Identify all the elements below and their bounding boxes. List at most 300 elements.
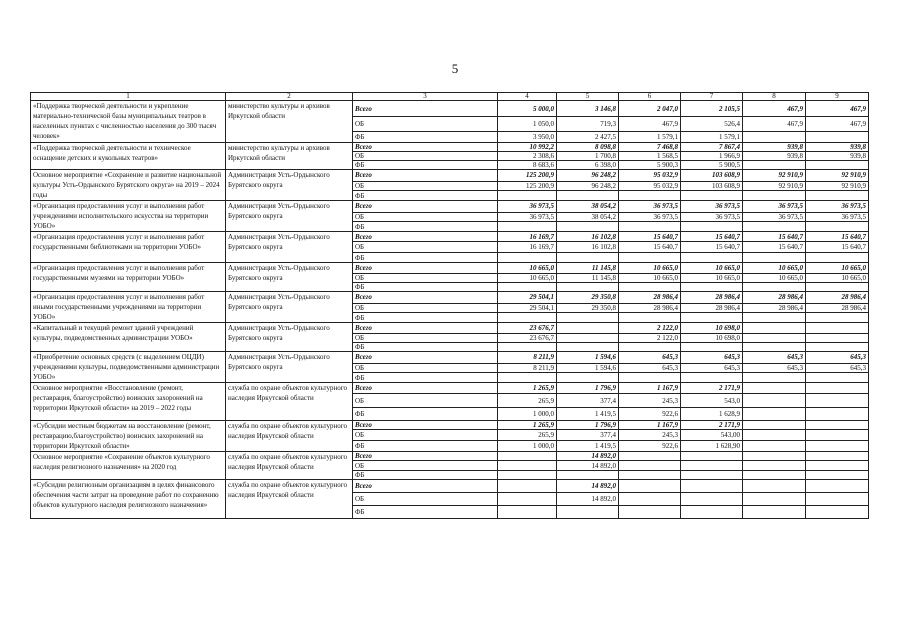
amount-cell: 92 910,9 [806, 170, 869, 182]
amount-cell: 95 032,9 [619, 170, 681, 182]
amount-cell [743, 253, 806, 263]
amount-cell: 526,4 [681, 117, 743, 132]
amount-cell: 2 171,9 [681, 383, 743, 394]
amount-cell [806, 222, 869, 232]
amount-cell: 96 248,2 [557, 170, 619, 182]
amount-cell [806, 408, 869, 421]
amount-cell [743, 373, 806, 383]
amount-cell: 1 579,1 [681, 132, 743, 143]
amount-cell [557, 313, 619, 323]
amount-cell [557, 506, 619, 519]
measure-name: «Организация предоставления услуг и выполнения работ иными государственными учреждениями на территории УОБО» [31, 292, 226, 323]
amount-cell: 14 892,0 [557, 493, 619, 506]
amount-cell: 2 047,0 [619, 101, 681, 117]
funding-source: ОБ [353, 303, 498, 313]
amount-cell [806, 343, 869, 352]
table-row [31, 232, 869, 242]
amount-cell [619, 222, 681, 232]
amount-cell: 10 665,0 [806, 274, 869, 283]
amount-cell [806, 493, 869, 506]
funding-source: Всего [353, 323, 498, 334]
funding-source: Всего [353, 352, 498, 364]
amount-cell [743, 191, 806, 201]
funding-source: ФБ [353, 506, 498, 519]
amount-cell: 15 640,7 [806, 232, 869, 242]
amount-cell: 36 973,5 [498, 212, 557, 222]
amount-cell [806, 373, 869, 383]
table-row [31, 323, 869, 334]
measure-name: «Субсидии религиозным организациям в целях финансового обеспечения части затрат на проведение работ по сохранению объектов культурного наследия религиозного назначения» [31, 480, 226, 519]
amount-cell: 922,6 [619, 440, 681, 451]
amount-cell [743, 480, 806, 493]
amount-cell [557, 471, 619, 480]
responsible-organization: Администрация Усть-Ордынского Бурятского округа [226, 201, 353, 232]
amount-cell: 11 145,8 [557, 263, 619, 274]
amount-cell [681, 222, 743, 232]
amount-cell: 16 169,7 [498, 242, 557, 253]
amount-cell: 28 986,4 [743, 292, 806, 304]
table-row [31, 201, 869, 213]
amount-cell: 10 698,0 [681, 323, 743, 334]
amount-cell: 15 640,7 [743, 232, 806, 242]
amount-cell: 467,9 [806, 101, 869, 117]
amount-cell [557, 323, 619, 334]
amount-cell: 8 683,6 [498, 161, 557, 170]
amount-cell [743, 323, 806, 334]
budget-table [30, 92, 869, 519]
amount-cell: 38 054,2 [557, 201, 619, 213]
amount-cell: 7 468,8 [619, 143, 681, 152]
column-number: 5 [557, 93, 619, 101]
amount-cell: 15 640,7 [619, 232, 681, 242]
amount-cell: 36 973,5 [498, 201, 557, 213]
funding-source: ОБ [353, 363, 498, 373]
amount-cell: 645,3 [619, 352, 681, 364]
amount-cell: 939,8 [743, 152, 806, 161]
amount-cell: 467,9 [619, 117, 681, 132]
amount-cell [619, 493, 681, 506]
amount-cell: 265,9 [498, 430, 557, 440]
table-row [31, 101, 869, 117]
amount-cell [743, 394, 806, 408]
amount-cell: 377,4 [557, 394, 619, 408]
amount-cell [743, 283, 806, 292]
amount-cell [498, 461, 557, 471]
amount-cell: 265,9 [498, 394, 557, 408]
amount-cell [743, 334, 806, 343]
funding-source: ФБ [353, 471, 498, 480]
amount-cell [806, 334, 869, 343]
amount-cell [681, 506, 743, 519]
amount-cell: 29 504,1 [498, 292, 557, 304]
column-number: 9 [806, 93, 869, 101]
amount-cell: 2 122,0 [619, 323, 681, 334]
amount-cell [619, 480, 681, 493]
funding-source: ОБ [353, 394, 498, 408]
amount-cell [743, 161, 806, 170]
amount-cell: 125 200,9 [498, 170, 557, 182]
amount-cell: 96 248,2 [557, 181, 619, 191]
amount-cell [498, 373, 557, 383]
amount-cell: 645,3 [681, 363, 743, 373]
funding-source: Всего [353, 201, 498, 213]
amount-cell [806, 313, 869, 323]
amount-cell: 645,3 [743, 352, 806, 364]
amount-cell: 1 594,6 [557, 352, 619, 364]
amount-cell: 15 640,7 [743, 242, 806, 253]
amount-cell: 15 640,7 [681, 232, 743, 242]
amount-cell: 467,9 [806, 117, 869, 132]
amount-cell: 1 966,9 [681, 152, 743, 161]
funding-source: ОБ [353, 212, 498, 222]
amount-cell: 29 504,1 [498, 303, 557, 313]
amount-cell: 6 398,0 [557, 161, 619, 170]
amount-cell: 1 628,90 [681, 440, 743, 451]
amount-cell [681, 343, 743, 352]
amount-cell [806, 452, 869, 461]
amount-cell: 5 900,5 [681, 161, 743, 170]
amount-cell [557, 253, 619, 263]
funding-source: ФБ [353, 343, 498, 352]
amount-cell: 38 054,2 [557, 212, 619, 222]
amount-cell: 28 986,4 [806, 303, 869, 313]
responsible-organization: Администрация Усть-Ордынского Бурятского округа [226, 170, 353, 201]
amount-cell: 5 900,3 [619, 161, 681, 170]
measure-name: Основное мероприятие «Восстановление (ремонт, реставрация, благоустройство) воинских захоронений на территории Иркутской области» на 2019 – 2022 годы [31, 383, 226, 421]
amount-cell: 645,3 [681, 352, 743, 364]
funding-source: ФБ [353, 283, 498, 292]
amount-cell: 92 910,9 [743, 170, 806, 182]
table-row [31, 143, 869, 152]
amount-cell [743, 421, 806, 430]
amount-cell [806, 506, 869, 519]
amount-cell [619, 373, 681, 383]
amount-cell: 245,3 [619, 394, 681, 408]
measure-name: «Поддержка творческой деятельности и укрепление материально-технической базы муниципальных театров в населенных пунктах с численностью населения до 300 тысяч человек» [31, 101, 226, 143]
amount-cell [681, 253, 743, 263]
amount-cell: 543,00 [681, 430, 743, 440]
amount-cell: 467,9 [743, 117, 806, 132]
amount-cell [498, 343, 557, 352]
amount-cell [557, 373, 619, 383]
table-row [31, 352, 869, 364]
amount-cell: 10 992,2 [498, 143, 557, 152]
table-row [31, 383, 869, 394]
amount-cell [806, 394, 869, 408]
column-number-row [31, 93, 869, 101]
amount-cell: 36 973,5 [619, 212, 681, 222]
funding-source: Всего [353, 292, 498, 304]
amount-cell [557, 343, 619, 352]
amount-cell [743, 493, 806, 506]
amount-cell [557, 222, 619, 232]
funding-source: ФБ [353, 222, 498, 232]
amount-cell [557, 334, 619, 343]
measure-name: Основное мероприятие «Сохранение и развитие национальной культуры Усть-Ордынского Бурятского округа» на 2019 – 2024 годы [31, 170, 226, 201]
amount-cell [498, 480, 557, 493]
amount-cell: 28 986,4 [681, 292, 743, 304]
amount-cell: 16 102,8 [557, 242, 619, 253]
amount-cell: 10 665,0 [806, 263, 869, 274]
amount-cell: 7 867,4 [681, 143, 743, 152]
amount-cell: 1 000,0 [498, 440, 557, 451]
amount-cell [681, 493, 743, 506]
funding-source: ОБ [353, 493, 498, 506]
table-row [31, 292, 869, 304]
column-number: 6 [619, 93, 681, 101]
amount-cell [743, 430, 806, 440]
amount-cell: 10 665,0 [498, 274, 557, 283]
amount-cell: 10 665,0 [619, 263, 681, 274]
amount-cell [743, 313, 806, 323]
measure-name: «Организация предоставления услуг и выполнения работ государственными библиотеками на территории УОБО» [31, 232, 226, 263]
amount-cell [743, 471, 806, 480]
amount-cell: 23 676,7 [498, 323, 557, 334]
amount-cell [743, 132, 806, 143]
amount-cell [806, 323, 869, 334]
amount-cell: 467,9 [743, 101, 806, 117]
measure-name: «Приобретение основных средств (с выделением ОЦДИ) учреждениями культуры, подведомственными администрации УОБО» [31, 352, 226, 383]
amount-cell: 10 665,0 [681, 274, 743, 283]
amount-cell [619, 253, 681, 263]
measure-name: «Организация предоставления услуг и выполнения работ государственными музеями на территории УОБО» [31, 263, 226, 292]
amount-cell: 2 308,6 [498, 152, 557, 161]
amount-cell: 36 973,5 [681, 212, 743, 222]
amount-cell: 125 200,9 [498, 181, 557, 191]
amount-cell [806, 283, 869, 292]
amount-cell: 1 700,8 [557, 152, 619, 161]
amount-cell: 10 665,0 [619, 274, 681, 283]
amount-cell: 645,3 [806, 352, 869, 364]
amount-cell: 36 973,5 [619, 201, 681, 213]
funding-source: ФБ [353, 253, 498, 263]
amount-cell [806, 191, 869, 201]
amount-cell [806, 430, 869, 440]
amount-cell: 1 579,1 [619, 132, 681, 143]
amount-cell: 36 973,5 [681, 201, 743, 213]
responsible-organization: служба по охране объектов культурного наследия Иркутской области [226, 480, 353, 519]
table-row [31, 480, 869, 493]
funding-source: Всего [353, 452, 498, 461]
amount-cell [743, 506, 806, 519]
amount-cell [498, 253, 557, 263]
amount-cell: 543,0 [681, 394, 743, 408]
amount-cell: 1 265,9 [498, 421, 557, 430]
amount-cell: 5 000,0 [498, 101, 557, 117]
amount-cell: 15 640,7 [681, 242, 743, 253]
responsible-organization: Администрация Усть-Ордынского Бурятского округа [226, 232, 353, 263]
responsible-organization: служба по охране объектов культурного наследия Иркутской области [226, 421, 353, 452]
amount-cell: 36 973,5 [743, 201, 806, 213]
amount-cell: 16 102,8 [557, 232, 619, 242]
responsible-organization: служба по охране объектов культурного наследия Иркутской области [226, 383, 353, 421]
amount-cell: 245,3 [619, 430, 681, 440]
amount-cell [498, 283, 557, 292]
amount-cell [498, 493, 557, 506]
amount-cell: 36 973,5 [743, 212, 806, 222]
amount-cell: 10 665,0 [743, 263, 806, 274]
page-number: 5 [451, 61, 459, 76]
amount-cell: 14 892,0 [557, 452, 619, 461]
amount-cell: 8 211,9 [498, 363, 557, 373]
funding-source: Всего [353, 143, 498, 152]
amount-cell: 2 122,0 [619, 334, 681, 343]
amount-cell: 1 796,9 [557, 383, 619, 394]
table-row [31, 263, 869, 274]
amount-cell [806, 440, 869, 451]
amount-cell [743, 408, 806, 421]
amount-cell [498, 452, 557, 461]
amount-cell [806, 253, 869, 263]
amount-cell [806, 383, 869, 394]
amount-cell: 103 608,9 [681, 181, 743, 191]
amount-cell: 1 628,9 [681, 408, 743, 421]
amount-cell: 939,8 [806, 143, 869, 152]
amount-cell [681, 461, 743, 471]
funding-source: ОБ [353, 430, 498, 440]
amount-cell [498, 191, 557, 201]
amount-cell [743, 383, 806, 394]
amount-cell [681, 480, 743, 493]
table-row [31, 170, 869, 182]
funding-source: ОБ [353, 334, 498, 343]
amount-cell: 92 910,9 [743, 181, 806, 191]
amount-cell [743, 452, 806, 461]
amount-cell [743, 222, 806, 232]
amount-cell [806, 161, 869, 170]
table-row [31, 421, 869, 430]
amount-cell [557, 283, 619, 292]
amount-cell: 10 665,0 [498, 263, 557, 274]
amount-cell [498, 222, 557, 232]
amount-cell: 1 568,5 [619, 152, 681, 161]
amount-cell: 939,8 [743, 143, 806, 152]
amount-cell [619, 471, 681, 480]
funding-source: Всего [353, 232, 498, 242]
funding-source: ОБ [353, 152, 498, 161]
funding-source: ФБ [353, 408, 498, 421]
measure-name: «Организация предоставления услуг и выполнения работ учреждениями исполнительского искусства на территории УОБО» [31, 201, 226, 232]
amount-cell: 28 986,4 [743, 303, 806, 313]
column-number: 8 [743, 93, 806, 101]
amount-cell: 1 594,6 [557, 363, 619, 373]
amount-cell [619, 506, 681, 519]
amount-cell [681, 313, 743, 323]
amount-cell [681, 373, 743, 383]
column-number: 7 [681, 93, 743, 101]
responsible-organization: Администрация Усть-Ордынского Бурятского округа [226, 263, 353, 292]
amount-cell: 645,3 [619, 363, 681, 373]
funding-source: Всего [353, 263, 498, 274]
amount-cell: 15 640,7 [619, 242, 681, 253]
measure-name: Основное мероприятие «Сохранение объектов культурного наследия религиозного назначения» на 2020 год [31, 452, 226, 480]
amount-cell: 36 973,5 [806, 201, 869, 213]
amount-cell [619, 191, 681, 201]
funding-source: ОБ [353, 117, 498, 132]
column-number: 3 [353, 93, 498, 101]
amount-cell [498, 471, 557, 480]
amount-cell: 377,4 [557, 430, 619, 440]
amount-cell [681, 283, 743, 292]
amount-cell [806, 132, 869, 143]
amount-cell [806, 461, 869, 471]
amount-cell [743, 440, 806, 451]
amount-cell: 28 986,4 [806, 292, 869, 304]
column-number: 4 [498, 93, 557, 101]
responsible-organization: министерство культуры и архивов Иркутской области [226, 143, 353, 170]
funding-source: Всего [353, 383, 498, 394]
amount-cell [681, 191, 743, 201]
amount-cell: 1 050,0 [498, 117, 557, 132]
amount-cell: 1 000,0 [498, 408, 557, 421]
funding-source: Всего [353, 421, 498, 430]
amount-cell: 10 665,0 [743, 274, 806, 283]
funding-source: ФБ [353, 373, 498, 383]
measure-name: «Поддержка творческой деятельности и техническое оснащение детских и кукольных театров» [31, 143, 226, 170]
amount-cell: 719,3 [557, 117, 619, 132]
amount-cell [806, 480, 869, 493]
amount-cell [619, 343, 681, 352]
amount-cell: 23 676,7 [498, 334, 557, 343]
amount-cell: 1 167,9 [619, 383, 681, 394]
responsible-organization: Администрация Усть-Ордынского Бурятского округа [226, 292, 353, 323]
amount-cell: 645,3 [743, 363, 806, 373]
measure-name: «Субсидии местным бюджетам на восстановление (ремонт, реставрацию,благоустройство) воинских захоронений на территории Иркутской области» [31, 421, 226, 452]
amount-cell: 16 169,7 [498, 232, 557, 242]
funding-source: Всего [353, 170, 498, 182]
funding-source: ФБ [353, 191, 498, 201]
amount-cell [681, 452, 743, 461]
amount-cell [619, 313, 681, 323]
funding-source: ФБ [353, 161, 498, 170]
amount-cell [498, 313, 557, 323]
amount-cell: 29 350,8 [557, 303, 619, 313]
measure-name: «Капитальный и текущий ремонт зданий учреждений культуры, подведомственных администрации УОБО» [31, 323, 226, 352]
funding-source: ОБ [353, 181, 498, 191]
funding-source: ОБ [353, 242, 498, 253]
amount-cell [806, 421, 869, 430]
amount-cell: 11 145,8 [557, 274, 619, 283]
amount-cell: 8 211,9 [498, 352, 557, 364]
amount-cell [743, 343, 806, 352]
amount-cell: 14 892,0 [557, 480, 619, 493]
funding-source: ОБ [353, 461, 498, 471]
amount-cell: 3 950,0 [498, 132, 557, 143]
amount-cell [498, 506, 557, 519]
amount-cell: 95 032,9 [619, 181, 681, 191]
amount-cell: 103 608,9 [681, 170, 743, 182]
amount-cell: 14 892,0 [557, 461, 619, 471]
amount-cell: 10 665,0 [681, 263, 743, 274]
amount-cell: 1 419,5 [557, 408, 619, 421]
funding-source: ФБ [353, 313, 498, 323]
responsible-organization: министерство культуры и архивов Иркутской области [226, 101, 353, 143]
amount-cell: 28 986,4 [681, 303, 743, 313]
column-number: 2 [226, 93, 353, 101]
responsible-organization: Администрация Усть-Ордынского Бурятского округа [226, 323, 353, 352]
amount-cell [681, 471, 743, 480]
amount-cell [619, 452, 681, 461]
amount-cell: 1 265,9 [498, 383, 557, 394]
amount-cell: 28 986,4 [619, 292, 681, 304]
funding-source: Всего [353, 101, 498, 117]
amount-cell: 8 098,8 [557, 143, 619, 152]
amount-cell: 2 105,5 [681, 101, 743, 117]
amount-cell [743, 461, 806, 471]
funding-source: ФБ [353, 132, 498, 143]
amount-cell: 15 640,7 [806, 242, 869, 253]
amount-cell: 28 986,4 [619, 303, 681, 313]
